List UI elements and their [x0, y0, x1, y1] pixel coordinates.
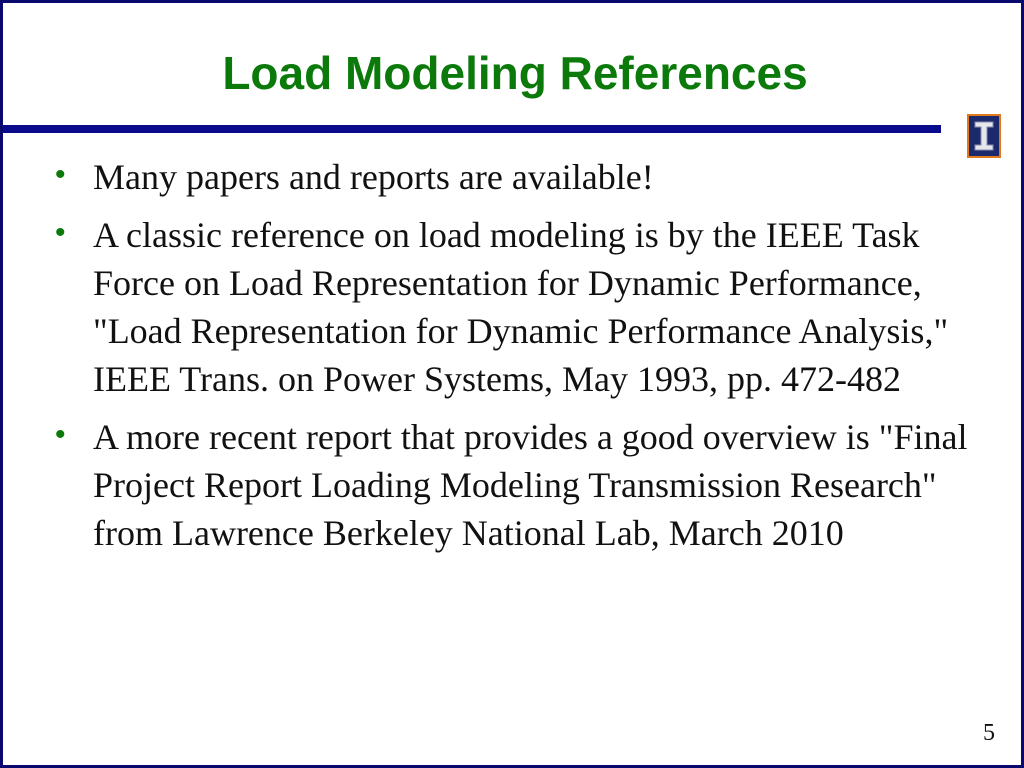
slide-title: Load Modeling References	[222, 47, 808, 99]
university-block-i-logo-icon	[967, 114, 1001, 158]
bullet-text: Many papers and reports are available!	[93, 157, 654, 197]
title-divider	[3, 125, 941, 133]
bullet-text: A classic reference on load modeling is by the IEEE Task Force on Load Representation for Dynamic Performance, "Load Representation for Dynamic Performance Analysis," IEEE Trans. on Power Systems, May 1993, pp. 472-482	[93, 215, 949, 399]
bullet-text: A more recent report that provides a good overview is "Final Project Report Loading Modeling Transmission Research" from Lawrence Berkeley National Lab, March 2010	[93, 417, 968, 553]
bullet-icon: •	[55, 418, 66, 451]
page-number: 5	[983, 720, 995, 746]
bullet-list	[51, 153, 971, 567]
bullet-icon: •	[55, 216, 66, 249]
bullet-icon: •	[55, 158, 66, 191]
bullet-item-recent-report	[51, 413, 971, 557]
bullet-item-classic-reference	[51, 211, 971, 403]
bullet-item-papers	[51, 153, 971, 201]
